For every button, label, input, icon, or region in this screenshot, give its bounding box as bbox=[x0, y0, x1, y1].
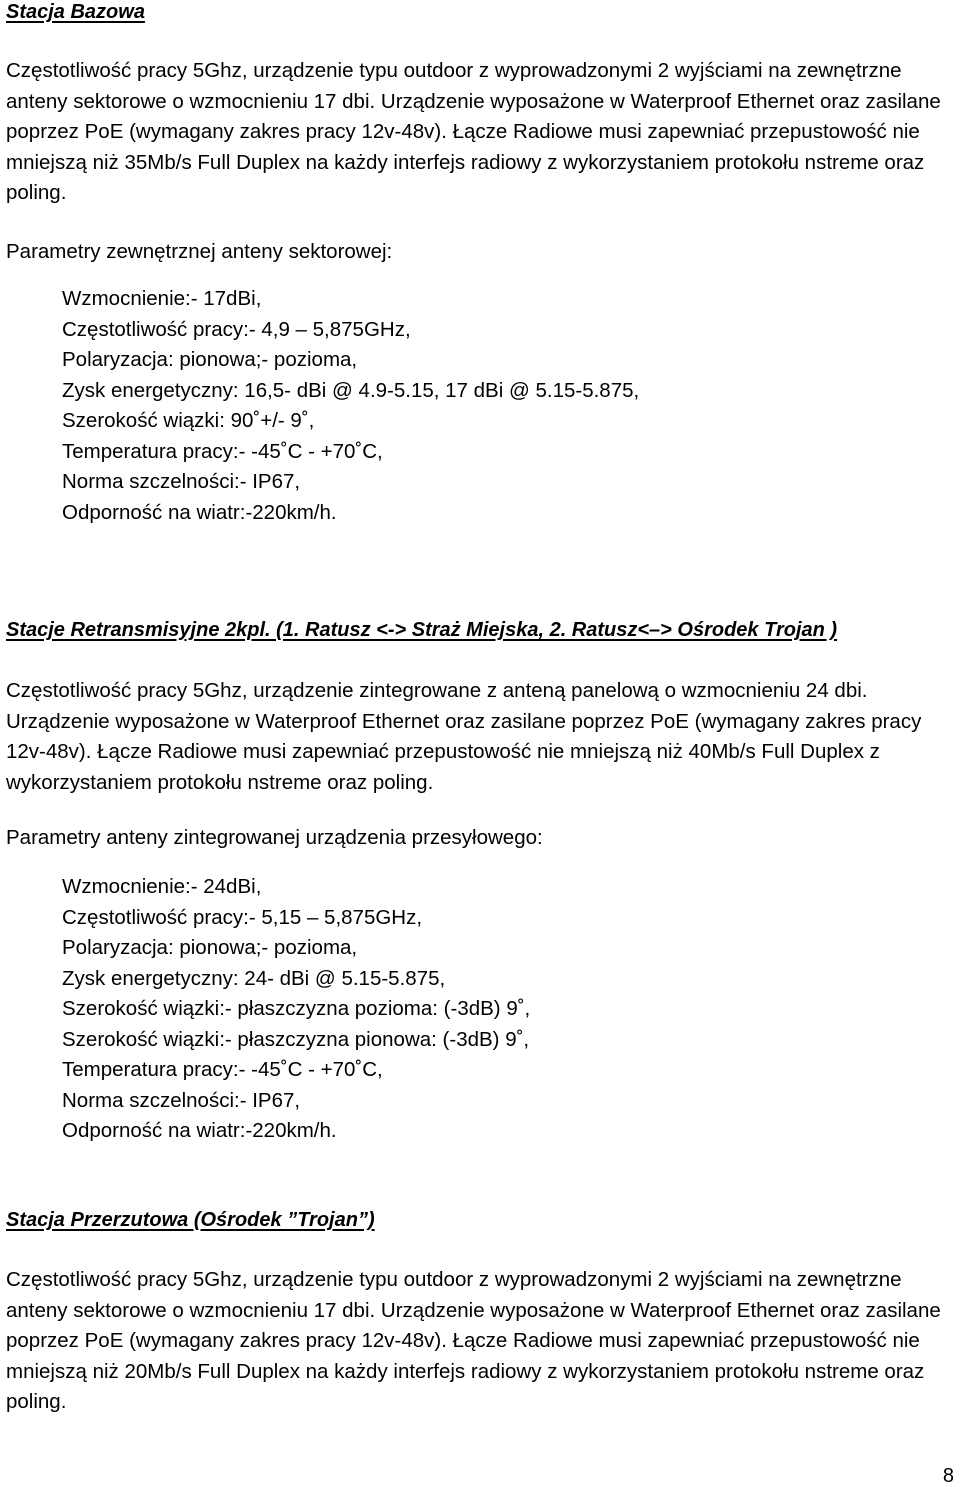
param-item: Odporność na wiatr:-220km/h. bbox=[62, 1119, 337, 1142]
page-number: 8 bbox=[942, 1465, 954, 1487]
param-item: Temperatura pracy:- -45˚C - +70˚C, bbox=[62, 439, 383, 463]
params-list-sector-antenna bbox=[6, 284, 639, 528]
param-item: Szerokość wiązki: 90˚+/- 9˚, bbox=[62, 409, 315, 432]
params-title-sector-antenna: Parametry zewnętrznej anteny sektorowej: bbox=[6, 240, 393, 263]
param-item: Szerokość wiązki:- płaszczyzna pozioma: (-3dB) 9˚, bbox=[62, 997, 531, 1020]
param-item: Wzmocnienie:- 24dBi, bbox=[62, 875, 262, 898]
param-item: Zysk energetyczny: 16,5- dBi @ 4.9-5.15, 17 dBi @ 5.15-5.875, bbox=[62, 378, 640, 402]
param-item: Zysk energetyczny: 24- dBi @ 5.15-5.875, bbox=[62, 966, 446, 990]
section-paragraph-base-station: Częstotliwość pracy 5Ghz, urządzenie typu outdoor z wyprowadzonymi 2 wyjściami na zewnętrzne anteny sektorowe o wzmocnieniu 17 dbi. Urządzenie wyposażone w Waterproof Ethernet oraz zasilane poprzez PoE (wymagany zakres pracy 12v-48v). Łącze Radiowe musi zapewniać przepustowość nie mniejszą niż 35Mb/s Full Duplex na każdy interfejs radiowy z wykorzystaniem protokołu nstreme oraz poling. bbox=[6, 59, 941, 204]
params-title-integrated-antenna: Parametry anteny zintegrowanej urządzenia przesyłowego: bbox=[6, 826, 543, 849]
section-paragraph-relay-stations: Częstotliwość pracy 5Ghz, urządzenie zintegrowane z anteną panelową o wzmocnieniu 24 dbi. Urządzenie wyposażone w Waterproof Ethernet oraz zasilane poprzez PoE (wymagany zakres pracy 12v-48v). Łącze Radiowe musi zapewniać przepustowość nie mniejszą niż 40Mb/s Full Duplex z wykorzystaniem protokołu nstreme oraz poling. bbox=[6, 679, 922, 794]
param-item: Norma szczelności:- IP67, bbox=[62, 470, 301, 493]
param-item: Polaryzacja: pionowa;- pozioma, bbox=[62, 348, 358, 371]
param-item: Polaryzacja: pionowa;- pozioma, bbox=[62, 936, 358, 959]
section-heading-relay-stations: Stacje Retransmisyjne 2kpl. (1. Ratusz <-> Straż Miejska, 2. Ratusz<–> Ośrodek Trojan ) bbox=[6, 619, 838, 641]
param-item: Częstotliwość pracy:- 4,9 – 5,875GHz, bbox=[62, 317, 411, 341]
param-item: Szerokość wiązki:- płaszczyzna pionowa: (-3dB) 9˚, bbox=[62, 1027, 530, 1051]
param-item: Temperatura pracy:- -45˚C - +70˚C, bbox=[62, 1058, 383, 1081]
section-heading-transfer-station: Stacja Przerzutowa (Ośrodek ”Trojan”) bbox=[6, 1209, 375, 1231]
param-item: Wzmocnienie:- 17dBi, bbox=[62, 287, 262, 310]
param-item: Odporność na wiatr:-220km/h. bbox=[62, 500, 337, 524]
param-item: Częstotliwość pracy:- 5,15 – 5,875GHz, bbox=[62, 905, 423, 929]
param-item: Norma szczelności:- IP67, bbox=[62, 1088, 301, 1112]
section-heading-base-station: Stacja Bazowa bbox=[6, 1, 145, 23]
params-list-integrated-antenna bbox=[6, 872, 530, 1147]
section-paragraph-transfer-station: Częstotliwość pracy 5Ghz, urządzenie typu outdoor z wyprowadzonymi 2 wyjściami na zewnętrzne anteny sektorowe o wzmocnieniu 17 dbi. Urządzenie wyposażone w Waterproof Ethernet oraz zasilane poprzez PoE (wymagany zakres pracy 12v-48v). Łącze Radiowe musi zapewniać przepustowość nie mniejszą niż 20Mb/s Full Duplex na każdy interfejs radiowy z wykorzystaniem protokołu nstreme oraz poling. bbox=[6, 1268, 941, 1413]
